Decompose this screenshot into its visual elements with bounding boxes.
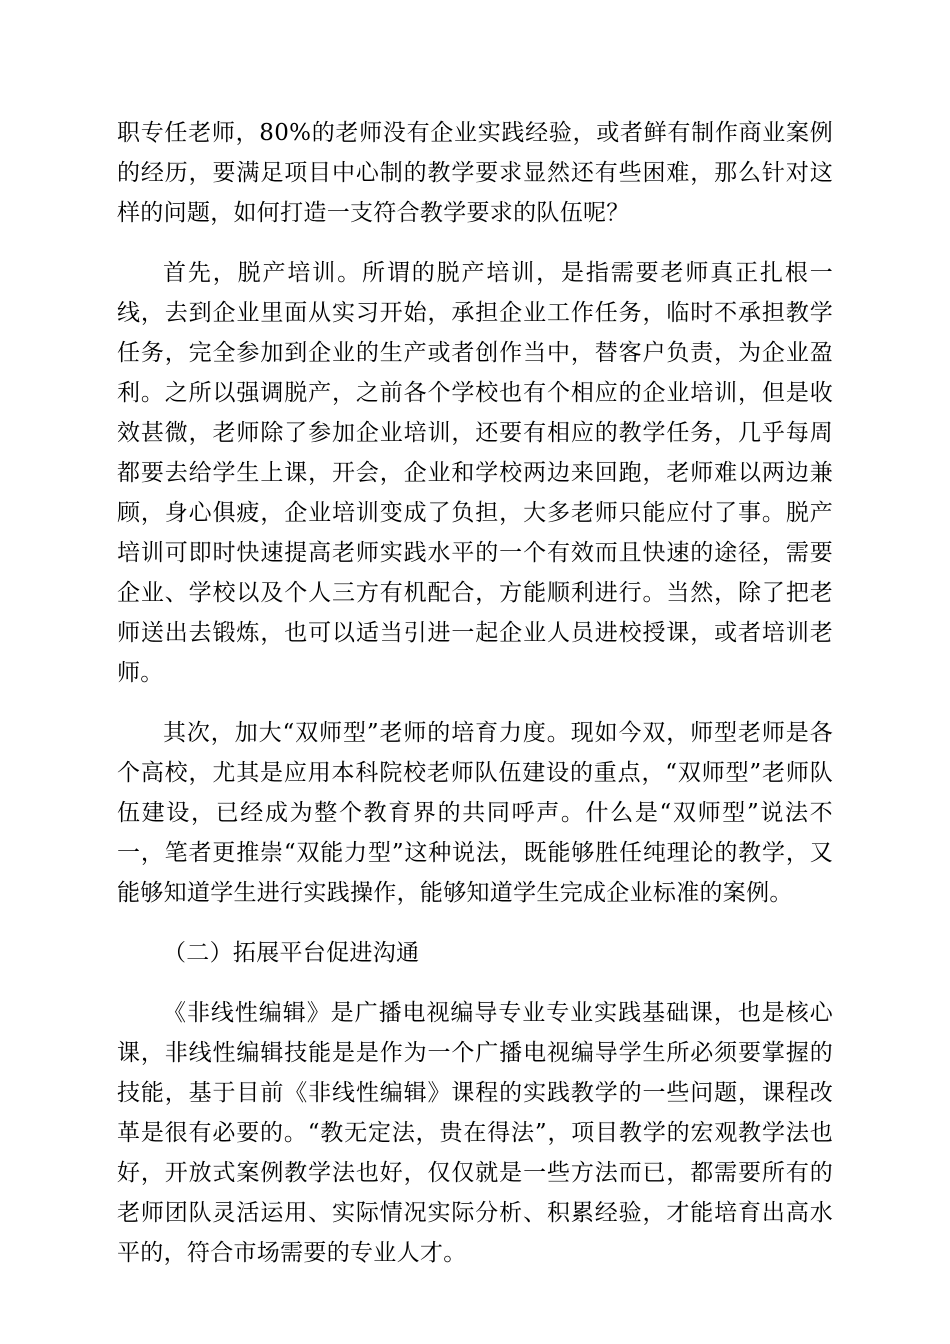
document-body xyxy=(117,113,833,1293)
section-heading: （二）拓展平台促进沟通 xyxy=(163,940,420,966)
paragraph-dual-teacher: 其次，加大“双师型”老师的培育力度。现如今双，师型老师是各个高校，尤其是应用本科院校老师队伍建设的重点，“双师型”老师队伍建设，已经成为整个教育界的共同呼声。什么是“双师型”说法不一，笔者更推崇“双能力型”这种说法，既能够胜任纯理论的教学，又能够知道学生进行实践操作，能够知道学生完成企业标准的案例。 xyxy=(117,720,833,906)
paragraph-continuation: 职专任老师，80%的老师没有企业实践经验，或者鲜有制作商业案例的经历，要满足项目中心制的教学要求显然还有些困难，那么针对这样的问题，如何打造一支符合教学要求的队伍呢？ xyxy=(117,120,833,226)
paragraph-nonlinear-editing: 《非线性编辑》是广播电视编导专业专业实践基础课，也是核心课，非线性编辑技能是是作为一个广播电视编导学生所必须要掌握的技能，基于目前《非线性编辑》课程的实践教学的一些问题，课程改革是很有必要的。“教无定法，贵在得法”，项目教学的宏观教学法也好，开放式案例教学法也好，仅仅就是一些方法而已，都需要所有的老师团队灵活运用、实际情况实际分析、积累经验，才能培育出高水平的，符合市场需要的专业人才。 xyxy=(117,1000,833,1266)
paragraph-offsite-training: 首先，脱产培训。所谓的脱产培训，是指需要老师真正扎根一线，去到企业里面从实习开始，承担企业工作任务，临时不承担教学任务，完全参加到企业的生产或者创作当中，替客户负责，为企业盈利。之所以强调脱产，之前各个学校也有个相应的企业培训，但是收效甚微，老师除了参加企业培训，还要有相应的教学任务，几乎每周都要去给学生上课，开会，企业和学校两边来回跑，老师难以两边兼顾，身心俱疲，企业培训变成了负担，大多老师只能应付了事。脱产培训可即时快速提高老师实践水平的一个有效而且快速的途径，需要企业、学校以及个人三方有机配合，方能顺利进行。当然，除了把老师送出去锻炼，也可以适当引进一起企业人员进校授课，或者培训老师。 xyxy=(117,260,833,686)
